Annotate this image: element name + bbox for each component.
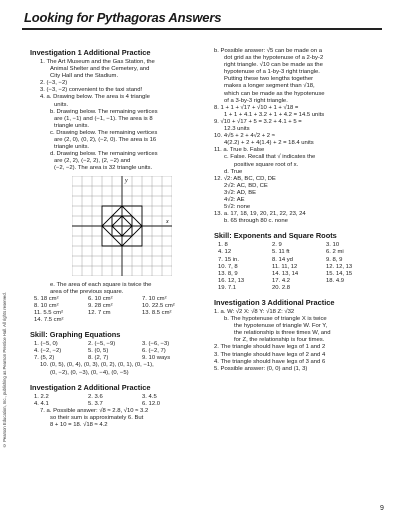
answer-row [30,348,202,355]
answer-line: 4√2: AE [224,196,245,203]
answer-cell [142,317,196,324]
answer-row [30,401,202,408]
answer-cell: 13. 8.5 cm² [142,309,172,316]
answer-line: so their sum is approximately 6. But [50,414,144,421]
page-title: Looking for Pythagoras Answers [24,10,222,25]
answer-line: 1. The Art Museum and the Gas Station, the [40,59,155,65]
answer-row [214,278,390,285]
answer-line: the relationship is three times W, and [234,330,331,337]
answer-line: are (2, 0), (0, 2), (−2, 0). The area is 16 [54,137,157,144]
answer-cell: 9. 28 cm² [88,302,113,309]
answer-cell: 5. (0, 5) [88,348,109,355]
answer-cell [88,317,142,324]
answer-cell: 14. 7.5 cm² [34,317,64,324]
answer-line: 12.3 units [224,126,250,133]
answer-line: for Z, the relationship is four times. [234,337,325,344]
investigation-1-answers-continued [214,48,390,225]
graphing-answers-10 [30,362,202,376]
y-axis-label: y [125,177,128,184]
copyright-notice: © Pearson Education, Inc., publishing as Pearson Prentice Hall. All rights reserved. [2,292,7,448]
answer-cell: 2. (−5, −9) [88,341,116,348]
answer-line: 5√2: none [224,204,251,211]
answer-cell: 7. 10 cm² [142,295,167,302]
answer-line: 1. a. W: √2 X: √8 Y: √18 Z: √32 [214,309,295,315]
answer-line: (−2, −2). The area is 32 triangle units. [54,165,153,172]
answer-line: 12. √2: AB, BC, CD, DE [214,175,276,182]
answer-cell: 6. 2 mi [326,249,344,256]
answer-line: 3. (−3, −2) convenient to the taxi stand! [40,87,143,94]
answer-cell: 6. 12.0 [142,400,161,407]
answer-cell: 17. 4.2 [272,277,291,284]
answer-line: Putting these two lengths together [224,76,314,83]
answer-line: dot grid as the hypotenuse of a 2-by-2 [224,55,324,62]
answer-cell: 7. (5, 2) [34,355,55,362]
answer-cell: 11. 11, 12 [272,263,298,270]
answer-row [30,341,202,348]
answer-cell: 11. 5.5 cm² [34,309,64,316]
answer-line: triangle units. [54,122,90,129]
answer-cell: 8. 10 cm² [34,302,59,309]
answer-cell: 10. 7, 8 [218,263,238,270]
answer-cell: 9. 10 ways [142,355,171,362]
answer-line: 10. 4√5 + 2 + 4√2 + 2 ≈ [214,133,275,140]
answer-row [214,285,390,292]
investigation-2-answers-7 [30,408,202,429]
answer-row [30,296,202,303]
answer-cell: 7. 15 in. [218,256,239,263]
investigation-2-answers [30,394,202,408]
answer-row [214,249,390,256]
section-title-investigation-2: Investigation 2 Additional Practice [30,382,151,392]
answer-cell: 3. (−6, −3) [142,341,170,348]
answer-line: City Hall and the Stadium. [50,73,119,80]
answer-cell: 8. (2, 7) [88,355,109,362]
answer-line: b. 65 through 80 c. none [224,218,288,225]
answer-cell: 8. 14 yd [272,256,293,263]
answer-line: 1 + 1 + 4.1 + 3.2 + 1 + 4.2 = 14.5 units [224,111,325,118]
page-number: 9 [380,505,384,512]
exponent-answers [214,242,390,292]
answer-row [30,310,202,317]
answer-line: of a 3-by-3 right triangle. [224,97,288,104]
answer-line: b. Possible answer: √5 can be made on a [214,48,323,54]
coordinate-grid-graph [72,176,172,276]
answer-cell: 2. 3.6 [88,393,103,400]
answer-line: 8. 1 + 1 + √17 + √10 + 1 + √18 = [214,104,299,111]
answer-cell: 5. 18 cm² [34,295,59,302]
investigation-1-answers [30,59,202,173]
answer-line: right triangle. √10 can be made as the [224,62,323,69]
answer-cell: 1. 2.2 [34,393,49,400]
answer-row [214,242,390,249]
answer-row [30,355,202,362]
answer-line: 13. a. 17, 18, 19, 20, 21, 22, 23, 24 [214,211,306,218]
answer-line: triangle units. [54,144,90,151]
answer-line: which can be made as the hypotenuse [224,90,325,97]
answer-cell: 19. 7.1 [218,284,237,291]
answer-cell: 5. 11 ft [272,249,290,256]
title-rule [22,28,382,30]
answer-line: makes a longer segment than √18, [224,83,315,90]
answer-line: b. The hypotenuse of triangle X is twice [224,316,327,323]
answer-line: 2. (−3, −2) [40,80,68,87]
text-line: e. The area of each square is twice the [50,281,152,288]
answer-line: 9. √10 + √17 + 5 = 3.2 + 4.1 + 5 = [214,118,302,125]
left-column [30,48,202,429]
answer-line: 4(2.2) + 2 + 4(1.4) + 2 = 18.4 units [224,140,314,147]
answer-line: 2. The triangle should have legs of 1 and 2 [214,344,326,351]
answer-cell: 20. 2.8 [272,284,291,291]
answer-cell: 10. 22.5 cm² [142,302,175,309]
answer-line: 11. a. True b. False [214,147,265,154]
answer-line: are (2, 2), (−2, 2), (2, −2) and [54,158,131,165]
answer-line: 4. a. Drawing below. The area is 4 triangle [40,94,150,101]
answer-cell: 9. 8, 9 [326,256,343,263]
answer-cell: 4. 12 [218,249,232,256]
graphing-answers [30,341,202,362]
answer-line: 5. Possible answer: (0, 0) and (1, 3) [214,365,308,372]
section-title-graphing: Skill: Graphing Equations [30,330,121,340]
answer-row [30,317,202,324]
answer-cell: 14. 13, 14 [272,270,299,277]
answer-line: the hypotenuse of triangle W. For Y, [234,323,328,330]
answer-line: units. [54,101,69,108]
answer-cell: 6. 10 cm² [88,295,113,302]
answer-line: are (1, −1) and (−1, −1). The area is 8 [54,115,153,122]
investigation-3-answers [214,309,390,373]
answer-cell: 6. (−2, 7) [142,348,166,355]
section-title-investigation-3: Investigation 3 Additional Practice [214,298,335,307]
section-title-investigation-1: Investigation 1 Additional Practice [30,48,151,57]
answer-cell: 5. 3.7 [88,400,103,407]
answer-line: 2√2: AC, BD, CE [224,182,268,189]
answer-cell: 12. 12, 13 [326,263,353,270]
answer-row [214,271,390,278]
answer-line: Animal Shelter and the Cemetery, and [50,66,150,73]
area-answers [30,296,202,324]
answer-line: positive square root of x. [234,161,299,168]
answer-line: 8 + 10 = 18. √18 ≈ 4.2 [50,422,108,428]
answer-cell: 18. 4.9 [326,277,345,284]
x-axis-label: x [166,218,169,225]
answer-cell [326,285,380,292]
answer-cell: 3. 10 [326,242,340,249]
answer-line: c. Drawing below. The remaining vertices [50,129,158,136]
answer-line: (0, −2), (0, −3), (0, −4), (0, −5) [50,369,129,376]
answer-cell: 1. (−5, 0) [34,341,58,348]
answer-cell: 4. 4.1 [34,400,49,407]
answer-cell: 4. (−2, −2) [34,348,62,355]
part-e-text [30,282,202,296]
answer-row [214,264,390,271]
answer-cell: 16. 12, 13 [218,277,245,284]
answer-line: 3. The triangle should have legs of 2 and 4 [214,351,326,358]
answer-line: 3√2: AD, BE [224,189,257,196]
answer-line: hypotenuse of a 1-by-3 right triangle. [224,69,320,76]
answer-cell: 1. 8 [218,242,228,249]
answer-line: d. Drawing below. The remaining vertices [50,151,158,158]
text-line: area of the previous square. [50,288,124,295]
answer-cell: 2. 9 [272,242,282,249]
answer-cell: 15. 14, 15 [326,270,353,277]
answer-cell: 12. 7 cm [88,309,111,316]
answer-line: 7. a. Possible answer: √8 ≈ 2.8, √10 ≈ 3.2 [40,407,149,414]
answer-row [30,303,202,310]
answer-line: d. True [224,168,243,175]
answer-line: 4. The triangle should have legs of 3 and 6 [214,358,326,365]
section-title-exponents: Skill: Exponents and Square Roots [214,231,337,241]
answer-line: 10. (0, 5), (0, 4), (0, 3), (0, 2), (0, 1), (0, −1), [40,362,154,369]
answer-cell: 13. 8, 9 [218,270,238,277]
answer-row [30,394,202,401]
answer-line: c. False. Recall that √ indicates the [224,154,316,161]
answer-line: b. Drawing below. The remaining vertices [50,108,158,115]
answer-row [214,257,390,264]
answer-cell: 3. 4.5 [142,393,157,400]
right-column [214,48,390,373]
